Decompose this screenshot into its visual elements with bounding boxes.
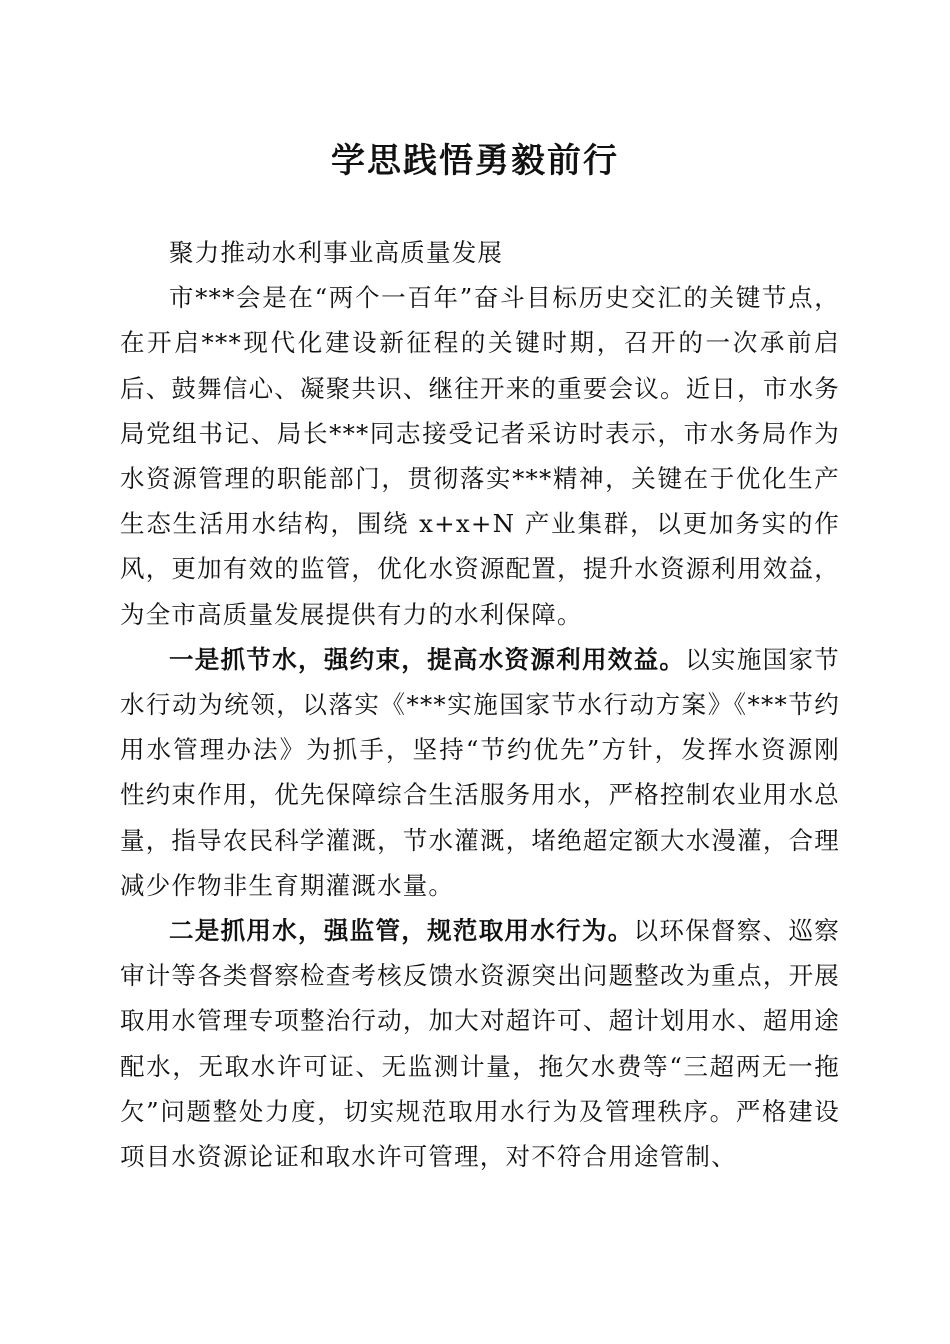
page-title: 学思践悟勇毅前行 bbox=[331, 141, 619, 181]
paragraph-text: 以环保督察、巡察审计等各类督察检查考核反馈水资源突出问题整改为重点，开展取用水管理专项整治行动，加大对超许可、超计划用水、超用途配水，无取水许可证、无监测计量，拖欠水费等“三超两无一拖欠”问题整处力度，切实规范取用水行为及管理秩序。严格建设项目水资源论证和取水许可管理，对不符合用途管制、 bbox=[120, 916, 840, 1172]
paragraph-text: 市***会是在“两个一百年”奋斗目标历史交汇的关键节点，在开启***现代化建设新征程的关键时期，召开的一次承前启后、鼓舞信心、凝聚共识、继往开来的重要会议。近日，市水务局党组书记、局长***同志接受记者采访时表示，市水务局作为水资源管理的职能部门，贯彻落实***精神，关键在于优化生产生态生活用水结构，围绕 x+x+N 产业集群，以更加务实的作风，更加有效的监管，优化水资源配置，提升水资源利用效益，为全市高质量发展提供有力的水利保障。 bbox=[120, 283, 840, 629]
paragraph-lead: 一是抓节水，强约束，提高水资源利用效益。 bbox=[169, 644, 686, 674]
paragraph-text: 以实施国家节水行动为统领，以落实《***实施国家节水行动方案》《***节约用水管理办法》为抓手，坚持“节约优先”方针，发挥水资源刚性约束作用，优先保障综合生活服务用水，严格控制农业用水总量，指导农民科学灌溉，节水灌溉，堵绝超定额大水漫灌，合理减少作物非生育期灌溉水量。 bbox=[120, 644, 841, 900]
document-body bbox=[120, 230, 840, 1179]
paragraph-3 bbox=[120, 908, 840, 1179]
paragraph-2 bbox=[120, 637, 840, 908]
subtitle: 聚力推动水利事业高质量发展 bbox=[169, 238, 504, 267]
paragraph-1 bbox=[120, 275, 840, 637]
paragraph-lead: 二是抓用水，强监管，规范取用水行为。 bbox=[169, 916, 634, 946]
